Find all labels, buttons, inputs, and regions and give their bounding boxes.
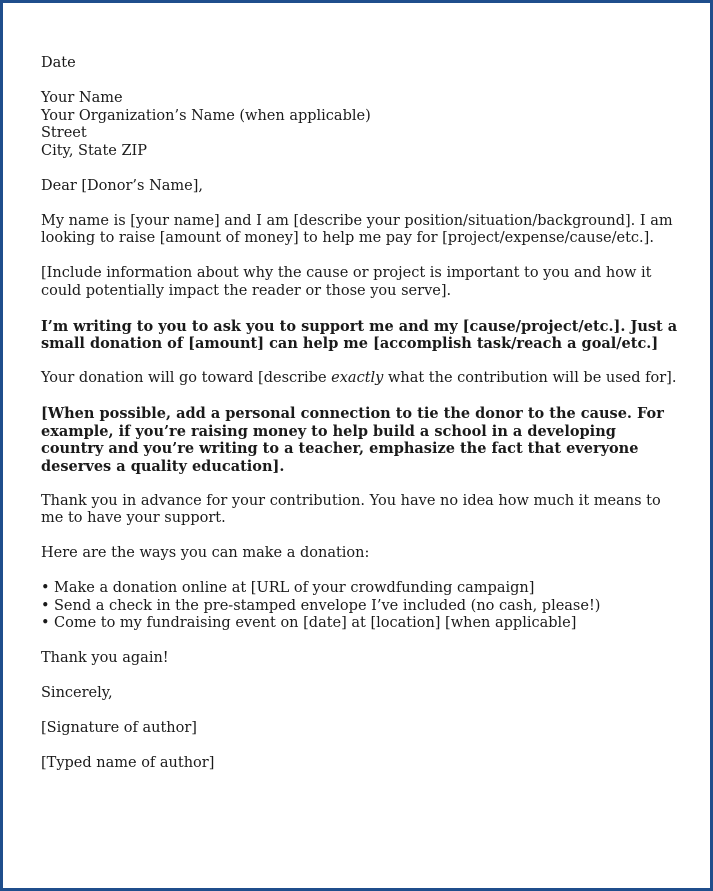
donation-ways-list: [41, 580, 680, 633]
thanks-again: Thank you again!: [41, 650, 169, 666]
ways-intro: Here are the ways you can make a donation:: [41, 545, 370, 561]
salutation: Dear [Donor’s Name],: [41, 177, 203, 194]
usage-paragraph: [41, 370, 680, 388]
sender-street: Street: [41, 125, 87, 141]
thanks-advance-paragraph: Thank you in advance for your contribution. You have no idea how much it means to me to have your support.: [41, 492, 661, 526]
list-item: [41, 598, 680, 616]
importance-paragraph: [Include information about why the cause or project is important to you and how it could potentially impact the reader or those you serve].: [41, 265, 652, 299]
list-item-text: Come to my fundraising event on [date] at [location] [when applicable]: [54, 615, 577, 631]
sender-name: Your Name: [41, 90, 123, 106]
date-line: Date: [41, 55, 76, 71]
bullet-icon: •: [41, 597, 50, 614]
list-item: [41, 615, 680, 633]
sender-city: City, State ZIP: [41, 142, 148, 159]
sender-address: [41, 90, 680, 160]
intro-paragraph: My name is [your name] and I am [describe your position/situation/background]. I am looking to raise [amount of money] to help me pay for [project/expense/cause/etc.].: [41, 212, 673, 246]
signature-placeholder: [Signature of author]: [41, 720, 197, 736]
list-item-text: Send a check in the pre-stamped envelope I’ve included (no cash, please!): [54, 597, 601, 614]
typed-name-placeholder: [Typed name of author]: [41, 755, 215, 771]
usage-text-before: Your donation will go toward [describe: [41, 370, 332, 386]
ask-paragraph: I’m writing to you to ask you to support me and my [cause/project/etc.]. Just a small donation of [amount] can help me [accomplish task/reach a goal/etc.]: [41, 317, 678, 352]
sender-organization: Your Organization’s Name (when applicable): [41, 107, 371, 124]
usage-text-after: what the contribution will be used for].: [383, 370, 677, 386]
closing: Sincerely,: [41, 685, 113, 701]
bullet-icon: •: [41, 615, 50, 631]
list-item-text: Make a donation online at [URL of your crowdfunding campaign]: [54, 580, 535, 596]
list-item: [41, 580, 680, 598]
usage-text-emphasis: exactly: [331, 370, 384, 386]
connection-paragraph: [When possible, add a personal connection to tie the donor to the cause. For example, if you’re raising money to help build a school in a developing country and you’re writing to a teacher, emphasize the fact that everyone deserves a quality education].: [41, 405, 664, 475]
bullet-icon: •: [41, 580, 50, 596]
